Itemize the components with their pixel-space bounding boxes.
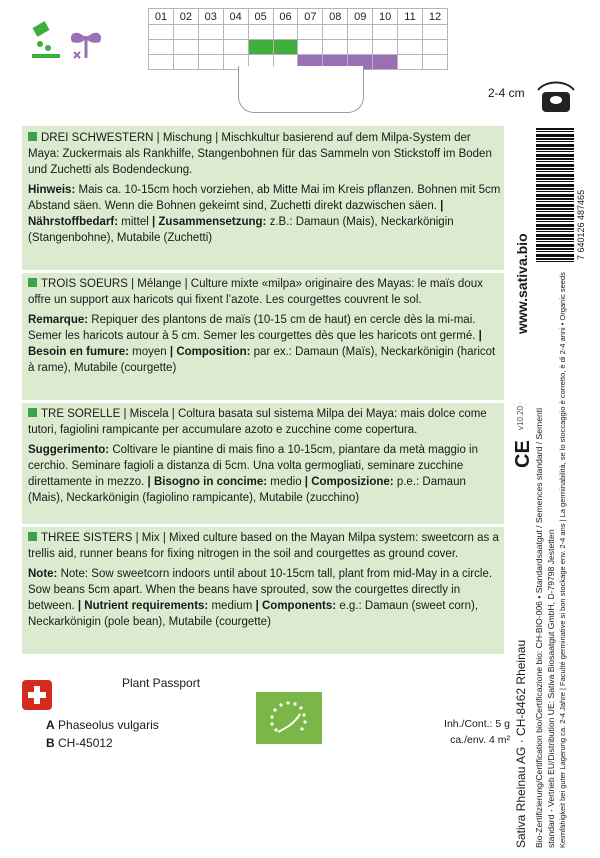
need-label: | Nährstoffbedarf: xyxy=(28,200,444,228)
comp-text: e.g.: Damaun (sweet corn), Neckarkönigin (pole bean), Mutabile (courgette) xyxy=(28,600,479,628)
eu-organic-leaf-icon xyxy=(256,692,322,744)
note-text: Note: Sow sweetcorn indoors until about 10-15cm tall, plant from mid-May in a circle. Sow beans 5cm apart. When the beans have sprouted, sow the courgettes directly in between. xyxy=(28,568,493,612)
month-label: 01 xyxy=(149,9,174,25)
section-divider xyxy=(22,524,504,527)
indoor-sowing-cell xyxy=(248,40,273,55)
website-url: www.sativa.bio xyxy=(514,233,530,334)
comp-label: | Zusammensetzung: xyxy=(151,216,267,228)
month-label: 05 xyxy=(248,9,273,25)
passport-a-label: A xyxy=(46,718,55,732)
section-divider xyxy=(22,400,504,403)
passport-b-label: B xyxy=(46,736,55,750)
note-text: Repiquer des plantons de maïs (10-15 cm de haut) en cercle dès la mi-mai. Semer les haricots autour à 5 cm. Semer les courgettes dès que les haricots ont germé. xyxy=(28,314,476,342)
sowing-calendar xyxy=(148,8,448,68)
month-label: 07 xyxy=(298,9,323,25)
hang-hole xyxy=(238,66,364,113)
comp-label: | Composition: xyxy=(169,346,251,358)
need-label: | Nutrient requirements: xyxy=(77,600,209,612)
package-contents xyxy=(440,716,510,752)
month-label: 11 xyxy=(398,9,423,25)
month-label: 06 xyxy=(273,9,298,25)
note-label: Remarque: xyxy=(28,314,89,326)
section-divider xyxy=(22,270,504,273)
section-body xyxy=(28,182,502,246)
need-text: mittel xyxy=(121,216,149,228)
barcode xyxy=(536,128,574,262)
company-address: Sativa Rheinau AG · CH-8462 Rheinau xyxy=(514,639,528,848)
sowing-depth xyxy=(484,80,580,120)
note-label: Note: xyxy=(28,568,58,580)
bullet-square-icon xyxy=(28,408,37,417)
section-english xyxy=(28,530,502,630)
section-german xyxy=(28,130,502,246)
passport-b-value: CH-45012 xyxy=(58,736,113,750)
section-french xyxy=(28,276,502,376)
comp-label: | Composizione: xyxy=(304,476,394,488)
germination-info: Keimfähigkeit bei guter Lagerung ca. 2-4 Jahre | Faculté germinative si bon stockage env. 2-4 ans | La germinabilità, se lo stoccaggio è corretto, è di 2-4 anni • Organic seeds xyxy=(558,272,567,848)
note-label: Suggerimento: xyxy=(28,444,110,456)
note-text: Coltivare le piantine di mais fino a 10-15cm, piantare da metà maggio in cerchio. Seminare fagioli a distanza di 5cm. Una volta germogliati, seminare zucchine direttamente in mezzo. xyxy=(28,444,478,488)
section-body xyxy=(28,442,502,506)
vertical-info xyxy=(510,124,596,854)
month-label: 04 xyxy=(223,9,248,25)
month-label: 09 xyxy=(348,9,373,25)
section-title: DREI SCHWESTERN | Mischung | Mischkultur basierend auf dem Milpa-System der Maya: Zuckermais als Rankhilfe, Stangenbohnen für das Sammeln von Stickstoff im Boden und Zuchetti als Bodendeckung. xyxy=(28,132,492,176)
comp-text: par ex.: Damaun (Maïs), Neckarkönigin (haricot à rame), Mutabile (courgette) xyxy=(28,346,496,374)
swiss-flag-icon xyxy=(22,680,52,710)
bullet-square-icon xyxy=(28,532,37,541)
section-title: TRE SORELLE | Miscela | Coltura basata sul sistema Milpa dei Maya: mais dolce come tutori, fagiolini rampicante per accumulare azoto e zucchine come copertura. xyxy=(28,408,487,436)
month-label: 12 xyxy=(422,9,447,25)
section-title: THREE SISTERS | Mix | Mixed culture based on the Mayan Milpa system: sweetcorn as a trellis aid, runner beans for fixing nitrogen in the soil and courgettes as ground cover. xyxy=(28,532,499,560)
passport-registration xyxy=(46,736,113,750)
section-italian xyxy=(28,406,502,506)
note-label: Hinweis: xyxy=(28,184,76,196)
certification-line-2: standard - Vertrieb EU/Distribution UE: Sativa Biosaatgut GmbH, D-79798 Jestetten xyxy=(546,529,556,848)
month-label: 10 xyxy=(373,9,398,25)
comp-text: p.e.: Damaun (Mais), Neckarkönigin (fagiolino rampicante), Mutabile (zucchino) xyxy=(28,476,466,504)
seedling-icon xyxy=(64,22,108,62)
calendar-row-2 xyxy=(149,40,448,55)
version-label: v10.20 xyxy=(516,405,525,430)
calendar-row-1 xyxy=(149,25,448,40)
barcode-digits: 7 640126 487465 xyxy=(576,189,586,260)
need-text: moyen xyxy=(132,346,167,358)
bullet-square-icon xyxy=(28,132,37,141)
month-label: 08 xyxy=(323,9,348,25)
section-title: TROIS SOEURS | Mélange | Culture mixte «milpa» originaire des Mayas: le maïs doux offre un support aux haricots qui fixent l’azote. Les courgettes couvrent le sol. xyxy=(28,278,483,306)
need-label: | Besoin en fumure: xyxy=(28,330,482,358)
bullet-square-icon xyxy=(28,278,37,287)
need-text: medium xyxy=(211,600,253,612)
section-body xyxy=(28,312,502,376)
calendar-grid xyxy=(148,8,448,70)
note-text: Mais ca. 10-15cm hoch vorziehen, ab Mitte Mai im Kreis pflanzen. Bohnen mit 5cm Abstand säen. Wenn die Bohnen gekeimt sind, Zuchetti direkt dazwischen säen. xyxy=(28,184,501,212)
calendar-header-row xyxy=(149,9,448,25)
plant-passport-title: Plant Passport xyxy=(122,676,201,690)
passport-a-value: Phaseolus vulgaris xyxy=(58,718,159,732)
comp-text: z.B.: Damaun (Mais), Neckarkönigin (Stangenbohne), Mutabile (Zuchetti) xyxy=(28,216,454,244)
month-label: 03 xyxy=(198,9,223,25)
month-label: 02 xyxy=(173,9,198,25)
certification-line-1: Bio-Zertifizierung/Certification bio/Certificazione bio: CH-BIO-006 • Standardsaatgut / Semences standard / Sementi xyxy=(534,407,544,848)
need-label: | Bisogno in concime: xyxy=(147,476,268,488)
contents-weight: Inh./Cont.: 5 g xyxy=(444,718,510,730)
description-panel xyxy=(22,126,504,654)
comp-label: | Components: xyxy=(255,600,337,612)
indoor-sowing-cell xyxy=(273,40,298,55)
section-body xyxy=(28,566,502,630)
depth-icon xyxy=(536,80,576,116)
passport-species xyxy=(46,718,159,732)
harvest-cell xyxy=(373,55,398,70)
depth-label: 2-4 cm xyxy=(488,86,525,100)
contents-area: ca./env. 4 m² xyxy=(450,734,510,746)
need-text: medio xyxy=(270,476,302,488)
ce-mark: CE xyxy=(512,440,534,468)
